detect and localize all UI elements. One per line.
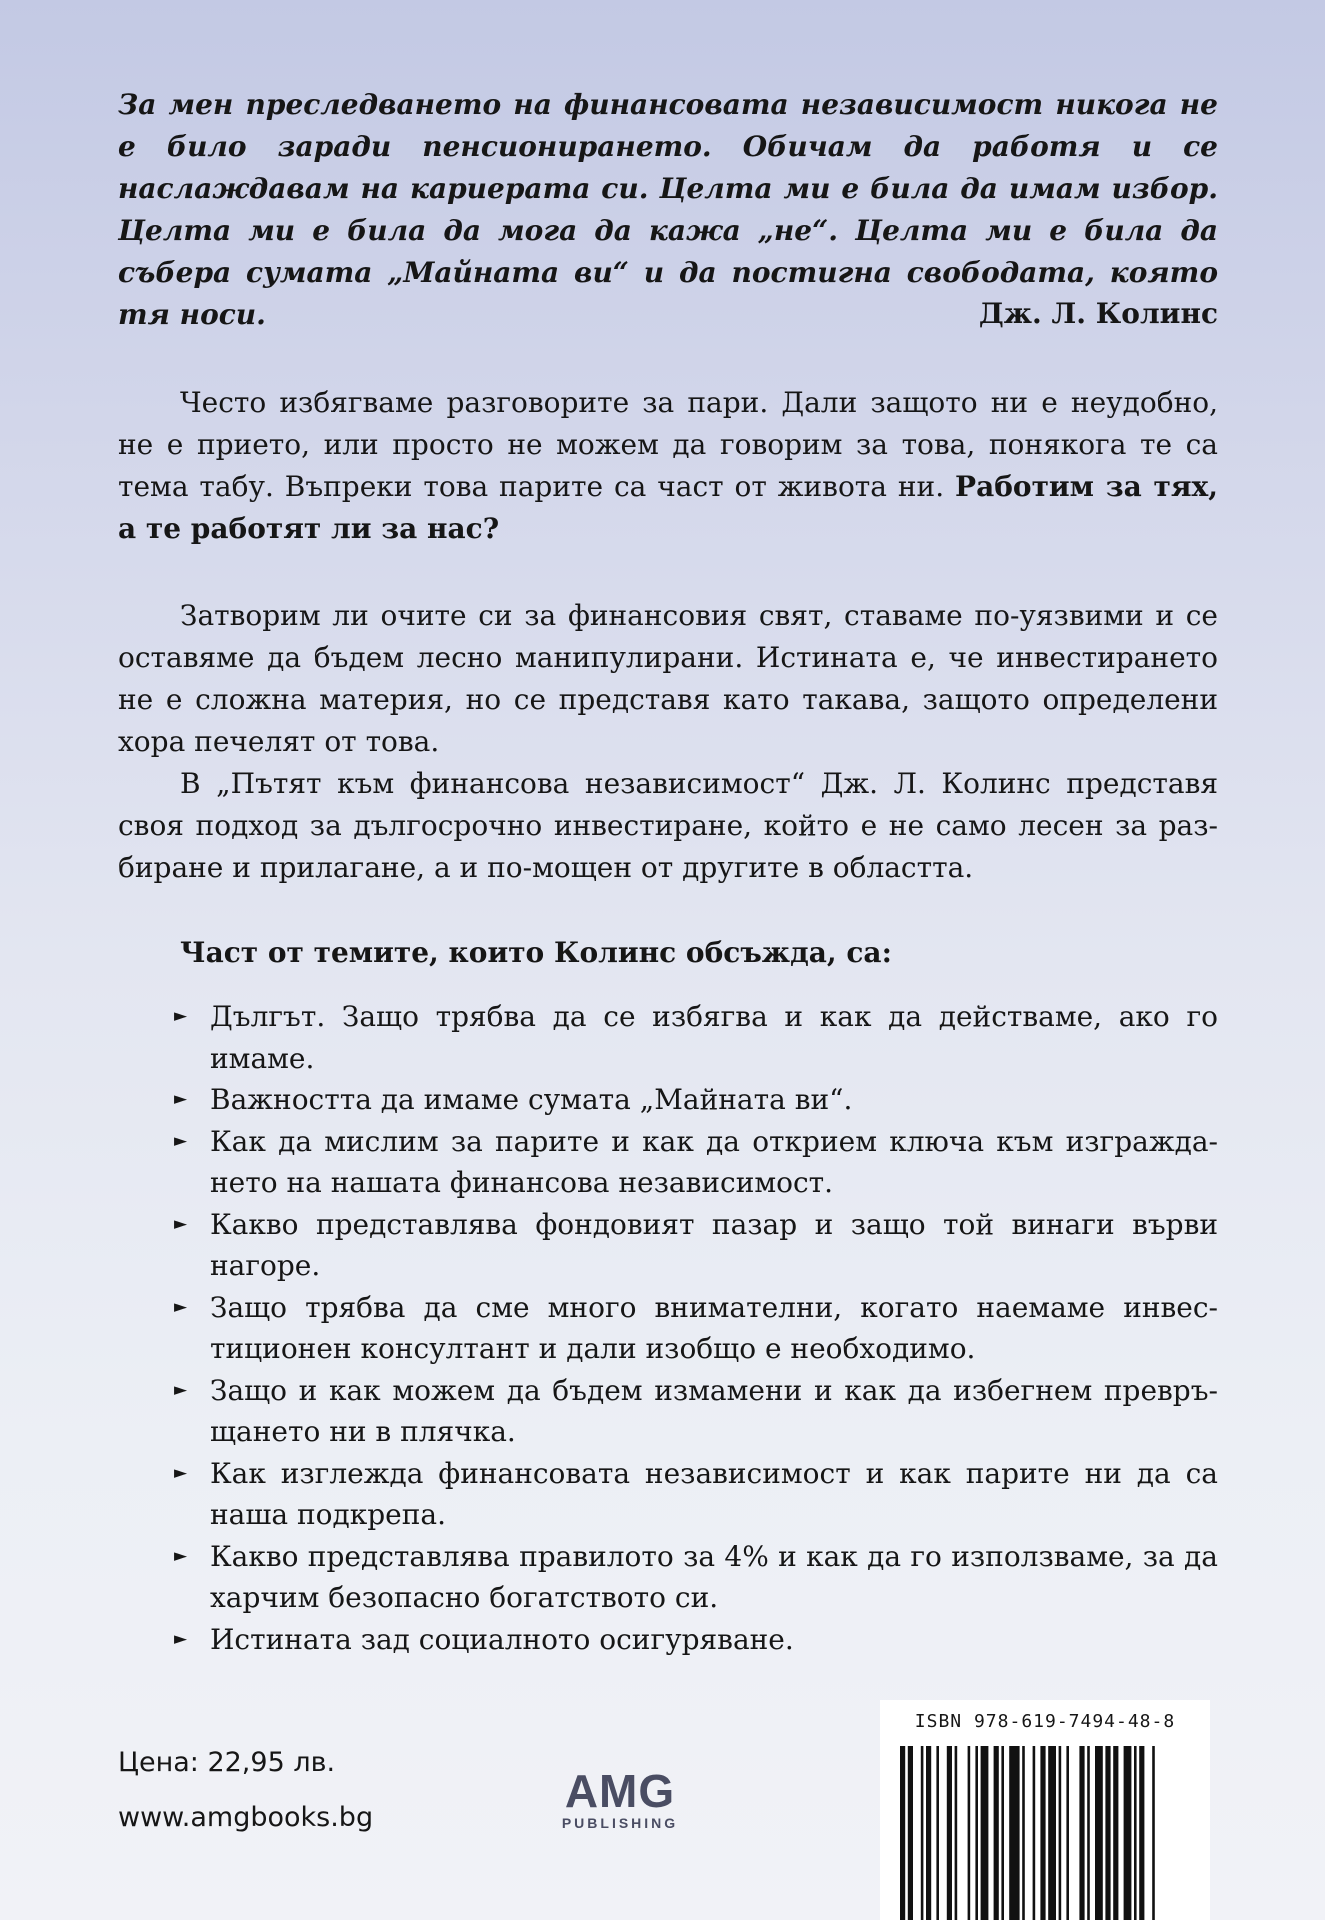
barcode-bar	[1059, 1746, 1062, 1920]
bullet-arrow-icon: ►	[174, 1379, 188, 1400]
topic-text: Важността да имаме сумата „Майната ви“.	[210, 1083, 853, 1116]
topic-item	[118, 1287, 1218, 1370]
bullet-arrow-icon: ►	[174, 1089, 188, 1109]
barcode-bar	[955, 1746, 958, 1920]
topics-heading: Част от темите, които Колинс обсъжда, са:	[180, 936, 892, 969]
price-label: Цена: 22,95 лв.	[118, 1747, 336, 1778]
barcode-bar	[921, 1746, 924, 1920]
barcode-bar	[1009, 1746, 1019, 1920]
epigraph-quote: За мен преследването на финансовата независимост никога не е било заради пенсионирането. Обичам да работя и се наслаждавам на кариерата си. Целта ми е била да имам избор. Целта ми е била да мога да кажа „не“. Целта ми е била да събера сумата „Майната ви“ и да постигна свободата, която тя носи.	[118, 88, 1218, 331]
intro-paragraph-text: Често избягваме разговорите за пари. Дали защото ни е неудобно, не е прието, или просто не можем да говорим за това, понякога те са тема табу. Въпреки това парите са част от живота ни.	[118, 386, 1218, 503]
topic-item	[118, 1619, 1218, 1661]
topic-item	[118, 1121, 1218, 1204]
barcode-bar	[926, 1746, 931, 1920]
bullet-arrow-icon: ►	[174, 1130, 188, 1151]
topic-text: Защо трябва да сме много внимателни, когато наемаме инвестиционен консултант и дали изобщо е необходимо.	[210, 1290, 1218, 1365]
barcode-bar	[1033, 1746, 1036, 1920]
barcode-bar	[1095, 1746, 1103, 1920]
topics-list	[118, 996, 1218, 1660]
bullet-arrow-icon: ►	[174, 1296, 188, 1317]
barcode-bar	[994, 1746, 999, 1920]
topic-item	[118, 1079, 1218, 1121]
isbn-number: ISBN 978-619-7494-48-8	[914, 1711, 1176, 1732]
topic-text: Как изглежда финансовата независимост и как парите ни да са наша подкрепа.	[210, 1456, 1218, 1531]
bullet-arrow-icon: ►	[174, 1462, 188, 1483]
topic-item	[118, 1204, 1218, 1287]
bullet-arrow-icon: ►	[174, 1213, 188, 1234]
barcode-bar	[1079, 1746, 1084, 1920]
barcode-icon	[900, 1746, 1190, 1920]
bullet-arrow-icon: ►	[174, 1006, 188, 1026]
website-url: www.amgbooks.bg	[118, 1802, 374, 1833]
topic-text: Как да мислим за парите и как да открием ключа към изграждането на нашата финансова независимост.	[210, 1124, 1218, 1199]
barcode-bar	[1113, 1746, 1118, 1920]
barcode-bar	[975, 1746, 978, 1920]
barcode-bar	[1001, 1746, 1004, 1920]
intro-paragraph	[118, 382, 1218, 550]
barcode-bar	[1105, 1746, 1110, 1920]
publisher-logo	[555, 1765, 685, 1832]
topic-item	[118, 1536, 1218, 1619]
topic-text: Дългът. Защо трябва да се избягва и как да действаме, ако го имаме.	[210, 1000, 1218, 1075]
barcode-bar	[1139, 1746, 1144, 1920]
barcode-panel	[880, 1700, 1210, 1920]
barcode-bar	[936, 1746, 939, 1920]
barcode-bar	[1022, 1746, 1025, 1920]
topic-text: Защо и как можем да бъдем измамени и как да избегнем превръщането ни в плячка.	[210, 1373, 1218, 1448]
barcode-bar	[1040, 1746, 1045, 1920]
barcode-bar	[1087, 1746, 1090, 1920]
barcode-bar	[947, 1746, 952, 1920]
barcode-bar	[981, 1746, 989, 1920]
topic-text: Истината зад социалното осигуряване.	[210, 1622, 794, 1656]
bullet-arrow-icon: ►	[174, 1545, 188, 1566]
logo-wordmark: AMG	[564, 1765, 676, 1817]
topic-item	[118, 1370, 1218, 1453]
logo-subtitle: PUBLISHING	[561, 1815, 679, 1831]
bullet-arrow-icon: ►	[174, 1628, 188, 1649]
barcode-bar	[1134, 1746, 1137, 1920]
intro-paragraph-bold: Работим за тях, а те работят ли за нас?	[118, 470, 1218, 545]
topic-item	[118, 1453, 1218, 1536]
topic-text: Какво представлява правилото за 4% и как да го използваме, за да харчим безопасно богатството си.	[210, 1539, 1218, 1614]
barcode-bar	[908, 1746, 913, 1920]
barcode-bar	[968, 1746, 971, 1920]
barcode-bar	[1066, 1746, 1069, 1920]
body-paragraph-1: Затворим ли очите си за финансовия свят, ставаме по-уязвими и се оставяме да бъдем лесно манипулирани. Истината е, че инвестирането не е сложна материя, но се представя като такава, защото определени хора печелят от това.	[118, 599, 1218, 758]
epigraph-author: Дж. Л. Колинс	[978, 297, 1218, 330]
barcode-bar	[900, 1746, 905, 1920]
topic-item	[118, 996, 1218, 1079]
barcode-bar	[1124, 1746, 1132, 1920]
topic-text: Какво представлява фондовият пазар и защо той винаги върви нагоре.	[210, 1207, 1218, 1282]
body-paragraph-2: В „Пътят към финансова независимост“ Дж. Л. Колинс представя своя подход за дългосрочно инвестиране, който е не само лесен за разбиране и прилагане, а и по-мощен от другите в областта.	[118, 767, 1218, 884]
barcode-bar	[1048, 1746, 1056, 1920]
barcode-bar	[1152, 1746, 1155, 1920]
